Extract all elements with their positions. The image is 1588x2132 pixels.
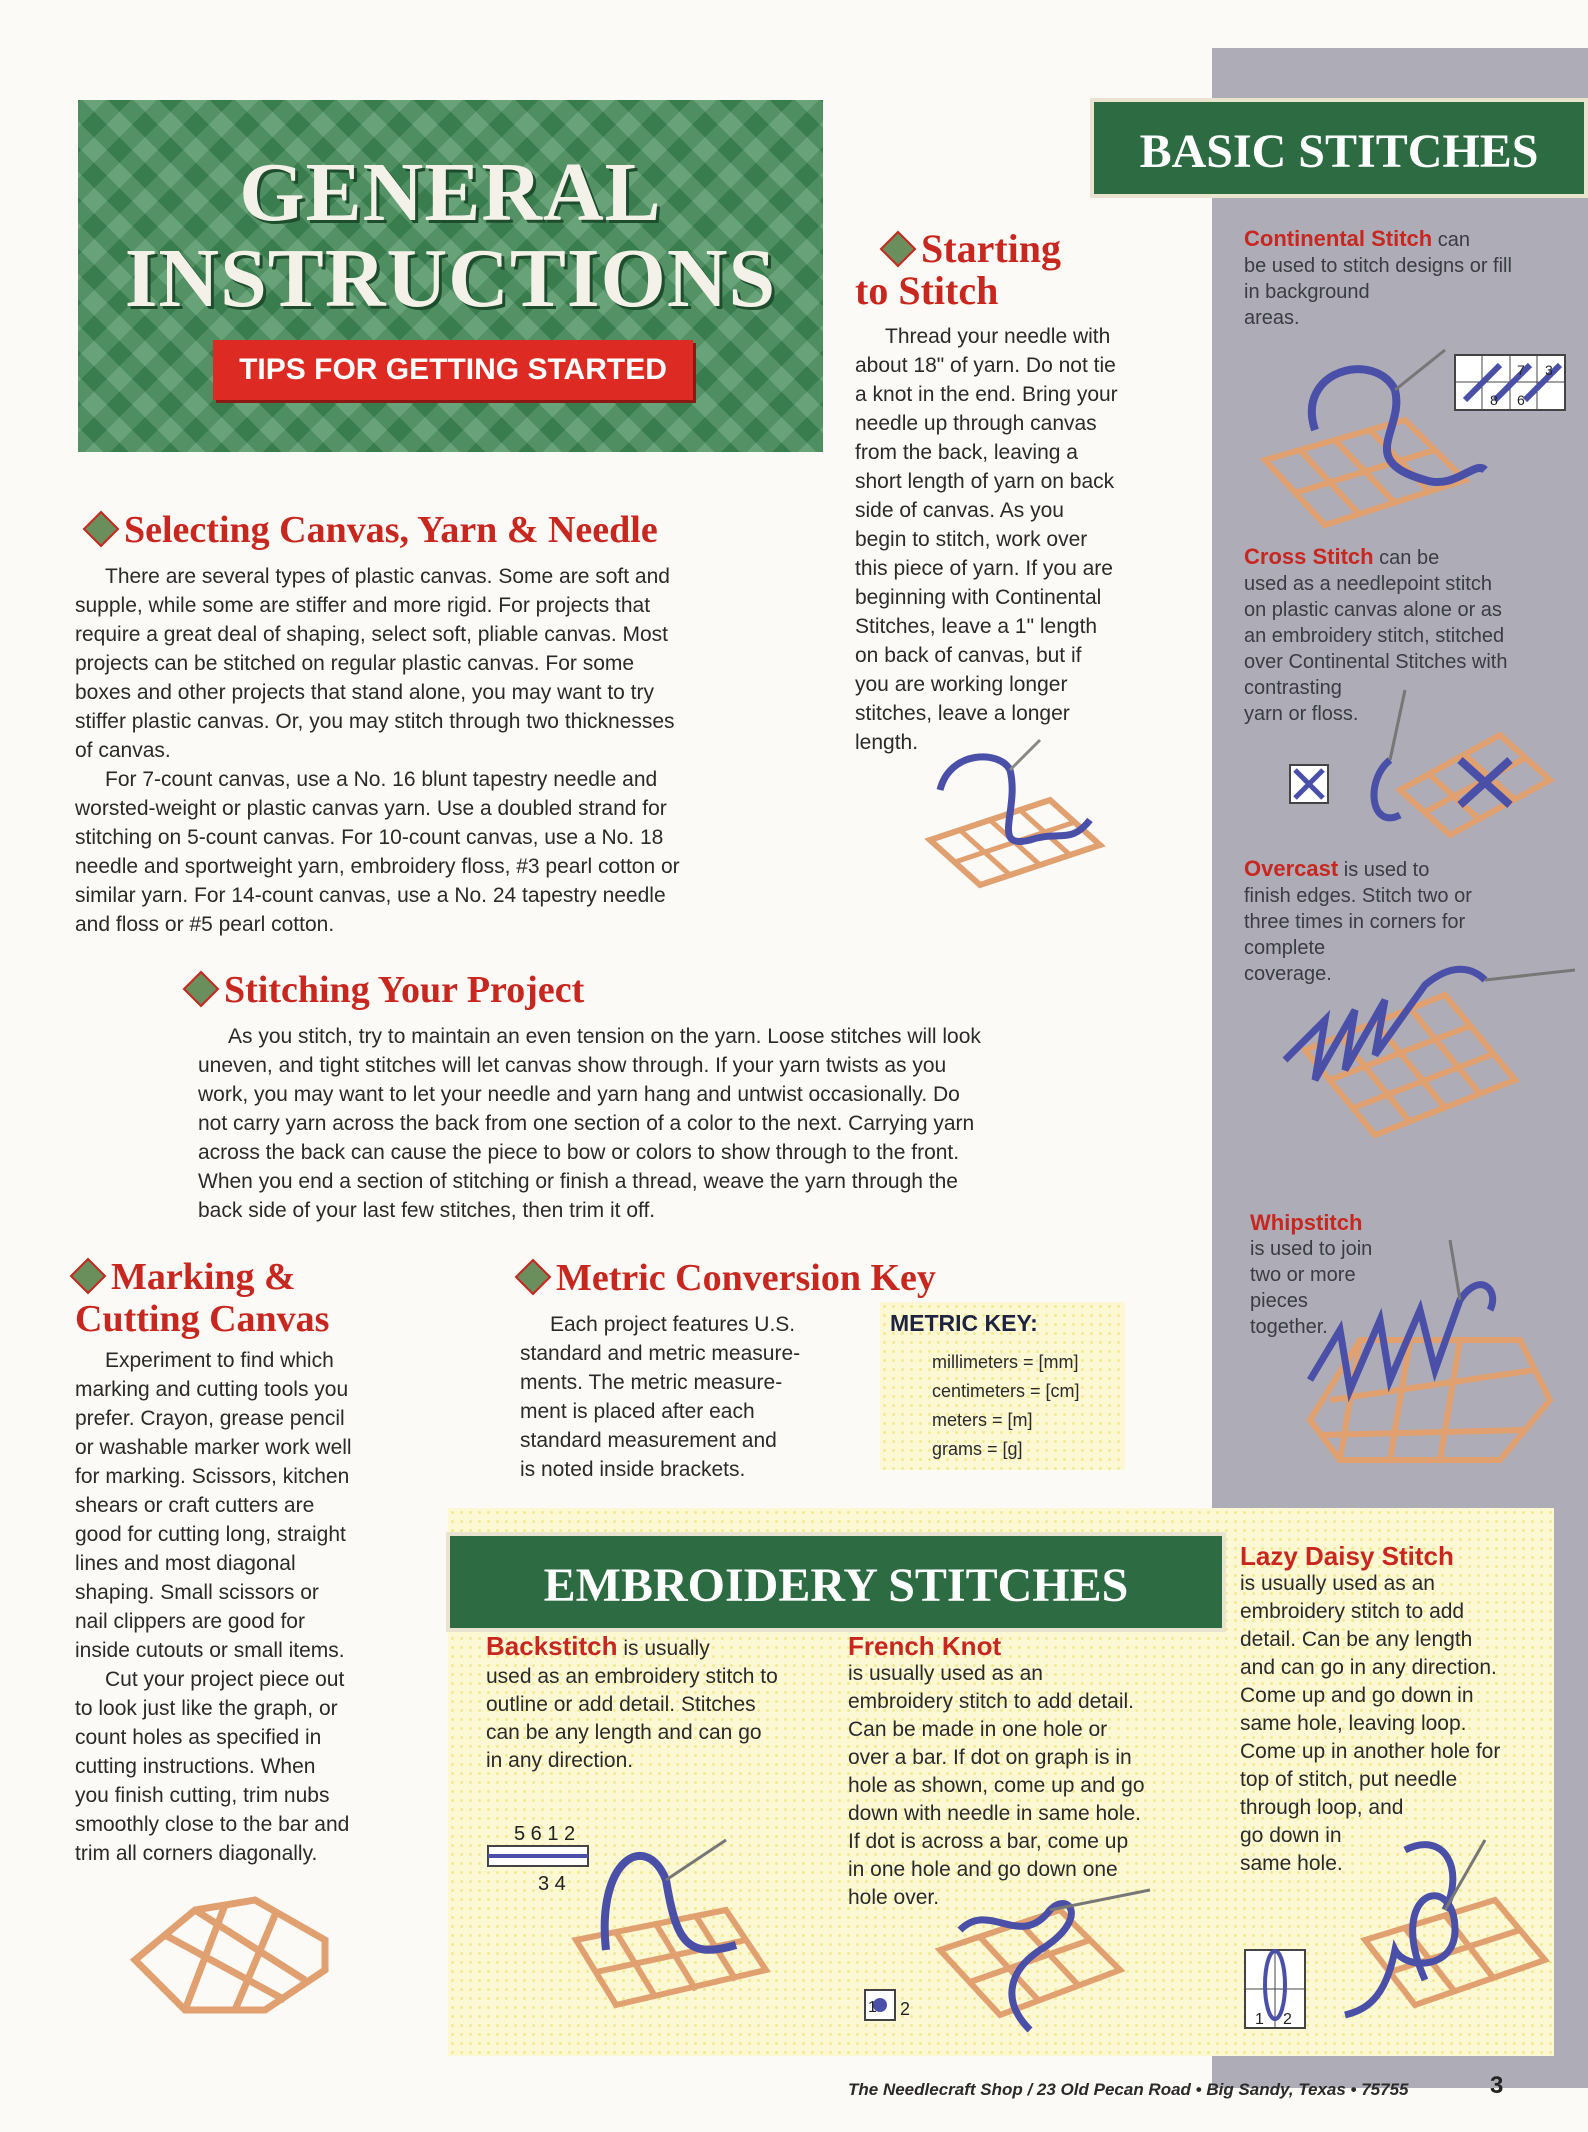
text-line: cutting instructions. When <box>75 1755 316 1778</box>
text-line: trim all corners diagonally. <box>75 1842 318 1865</box>
marking-title-1: Marking & <box>111 1256 296 1298</box>
text-line: As you stitch, try to maintain an even tension on the yarn. Loose stitches will look <box>228 1025 981 1048</box>
basic-stitches-banner: BASIC STITCHES <box>1090 98 1588 198</box>
graph-number: 2 <box>900 1999 911 2019</box>
stitch-graph-icon <box>488 1823 588 1895</box>
text-line: can <box>1437 229 1471 251</box>
text-line: shears or craft cutters are <box>75 1494 315 1517</box>
text-line: Come up and go down in <box>1240 1684 1474 1707</box>
continental-stitch-block <box>1244 226 1574 331</box>
text-line: a knot in the end. Bring your <box>855 383 1118 406</box>
text-line: this piece of yarn. If you are <box>855 557 1113 580</box>
text-line: Experiment to find which <box>105 1349 334 1372</box>
text-line: ment is placed after each <box>520 1400 755 1423</box>
text-line: is used to join <box>1250 1238 1373 1260</box>
text-line: There are several types of plastic canvas. Some are soft and <box>105 565 670 588</box>
text-line: through loop, and <box>1240 1796 1404 1819</box>
french-knot-title: French Knot <box>848 1631 1002 1661</box>
text-line: over a bar. If dot on graph is in <box>848 1746 1132 1769</box>
footer-address: The Needlecraft Shop / 23 Old Pecan Road • Big Sandy, Texas • 75755 <box>848 2080 1409 2099</box>
backstitch-illustration <box>486 1820 786 2020</box>
graph-number: 3 <box>1545 362 1553 378</box>
graph-number: 7 <box>1517 362 1525 378</box>
yarn-icon <box>605 1856 736 1950</box>
text-line: lines and most diagonal <box>75 1552 296 1575</box>
cross-stitch-block <box>1244 544 1574 727</box>
metric-key-title: METRIC KEY: <box>890 1310 1038 1336</box>
canvas-grid-icon <box>135 1900 325 2010</box>
diamond-bullet-icon <box>83 511 120 548</box>
text-line: used as an embroidery stitch to <box>486 1665 778 1688</box>
text-line: length. <box>855 731 919 754</box>
text-line: same hole. <box>1240 1852 1343 1875</box>
text-line: begin to stitch, work over <box>855 528 1088 551</box>
text-line: not carry yarn across the back from one section of a color to the next. Carrying yarn <box>198 1112 975 1135</box>
text-line: and floss or #5 pearl cotton. <box>75 913 335 936</box>
text-line: Come up in another hole for <box>1240 1740 1501 1763</box>
lazy-daisy-title: Lazy Daisy Stitch <box>1240 1541 1454 1571</box>
text-line: embroidery stitch to add detail. <box>848 1690 1134 1713</box>
text-line: is usually <box>623 1637 710 1660</box>
text-line: count holes as specified in <box>75 1726 322 1749</box>
text-line: short length of yarn on back <box>855 470 1115 493</box>
text-line: uneven, and tight stitches will let canvas show through. If your yarn twists as you <box>198 1054 947 1077</box>
text-line: down with needle in same hole. <box>848 1802 1142 1825</box>
cross-stitch-title: Cross Stitch <box>1244 544 1374 569</box>
graph-number: 1 <box>1255 2011 1264 2028</box>
text-line: two or more <box>1250 1264 1356 1286</box>
text-line: in background <box>1244 281 1370 303</box>
metric-heading <box>520 1256 936 1300</box>
text-line: inside cutouts or small items. <box>75 1639 345 1662</box>
text-line: stitches, leave a longer <box>855 702 1070 725</box>
french-knot-illustration <box>860 1890 1200 2050</box>
metric-title: Metric Conversion Key <box>556 1257 936 1299</box>
backstitch-graph-bottom: 3 4 <box>538 1873 566 1895</box>
text-line: complete <box>1244 937 1326 959</box>
backstitch-title: Backstitch <box>486 1631 618 1661</box>
text-line: an embroidery stitch, stitched <box>1244 625 1505 647</box>
text-line: require a great deal of shaping, select soft, pliable canvas. Most <box>75 623 669 646</box>
metric-key-item: centimeters = [cm] <box>932 1381 1080 1401</box>
text-line: standard and metric measure- <box>520 1342 801 1365</box>
graph-number: 1 <box>868 1999 877 2016</box>
lazy-daisy-illustration <box>1245 1830 1565 2040</box>
text-line: needle and sportweight yarn, embroidery floss, #3 pearl cotton or <box>75 855 680 878</box>
text-line: about 18" of yarn. Do not tie <box>855 354 1116 377</box>
text-line: stiffer plastic canvas. Or, you may stitch through two thicknesses <box>75 710 675 733</box>
whipstitch-illustration <box>1300 1270 1560 1470</box>
diamond-bullet-icon <box>515 1259 552 1296</box>
whipstitch-title: Whipstitch <box>1250 1210 1363 1235</box>
text-line: detail. Can be any length <box>1240 1628 1473 1651</box>
cut-canvas-illustration <box>125 1880 355 2020</box>
text-line: contrasting <box>1244 677 1342 699</box>
needle-icon <box>1485 970 1575 980</box>
graph-number: 8 <box>1490 392 1498 408</box>
text-line: is noted inside brackets. <box>520 1458 746 1481</box>
stitch-graph-icon <box>1455 355 1565 410</box>
text-line: embroidery stitch to add <box>1240 1600 1465 1623</box>
overcast-title: Overcast <box>1244 856 1339 881</box>
text-line: you are working longer <box>855 673 1068 696</box>
text-line: supple, while some are stiffer and more rigid. For projects that <box>75 594 651 617</box>
starting-title-1: Starting <box>921 226 1061 271</box>
starting-text <box>855 322 1185 757</box>
text-line: good for cutting long, straight <box>75 1523 346 1546</box>
text-line: can be <box>1379 547 1440 569</box>
text-line: If dot is across a bar, come up <box>848 1830 1129 1853</box>
text-line: standard measurement and <box>520 1429 777 1452</box>
needle-icon <box>666 1840 726 1880</box>
text-line: finish edges. Stitch two or <box>1244 885 1472 907</box>
text-line: from the back, leaving a <box>855 441 1078 464</box>
text-line: is usually used as an <box>1240 1572 1435 1595</box>
graph-number: 2 <box>1283 2011 1292 2028</box>
marking-heading <box>75 1256 329 1340</box>
metric-key-box <box>880 1302 1125 1470</box>
continental-stitch-title: Continental Stitch <box>1244 226 1433 251</box>
diamond-bullet-icon <box>880 230 917 267</box>
lazy-daisy-block <box>1240 1542 1570 1878</box>
text-line: shaping. Small scissors or <box>75 1581 319 1604</box>
text-line: Thread your needle with <box>885 325 1111 348</box>
stitch-graph-icon <box>865 1990 910 2020</box>
text-line: Stitches, leave a 1" length <box>855 615 1098 638</box>
marking-title-2: Cutting Canvas <box>75 1298 330 1340</box>
text-line: in any direction. <box>486 1749 634 1772</box>
backstitch-block <box>486 1632 826 1775</box>
text-line: smoothly close to the bar and <box>75 1813 350 1836</box>
text-line: and can go in any direction. <box>1240 1656 1497 1679</box>
starting-title-2: to Stitch <box>855 268 999 313</box>
selecting-text <box>75 562 835 939</box>
metric-text <box>520 1310 870 1484</box>
text-line: ments. The metric measure- <box>520 1371 783 1394</box>
backstitch-graph-top: 5 6 1 2 <box>514 1823 576 1845</box>
stitching-heading <box>188 968 584 1012</box>
page-number: 3 <box>1490 2072 1504 2099</box>
text-line: in one hole and go down one <box>848 1858 1118 1881</box>
metric-key-item: millimeters = [mm] <box>932 1352 1079 1372</box>
text-line: over Continental Stitches with <box>1244 651 1508 673</box>
text-line: coverage. <box>1244 963 1332 985</box>
text-line: similar yarn. For 14-count canvas, use a No. 24 tapestry needle <box>75 884 666 907</box>
text-line: go down in <box>1240 1824 1342 1847</box>
text-line: worsted-weight or plastic canvas yarn. Use a doubled strand for <box>75 797 667 820</box>
text-line: areas. <box>1244 307 1300 329</box>
text-line: nail clippers are good for <box>75 1610 305 1633</box>
text-line: for marking. Scissors, kitchen <box>75 1465 350 1488</box>
text-line: on back of canvas, but if <box>855 644 1082 667</box>
text-line: on plastic canvas alone or as <box>1244 599 1502 621</box>
starting-illustration <box>920 750 1120 890</box>
text-line: you finish cutting, trim nubs <box>75 1784 330 1807</box>
continental-illustration <box>1255 350 1575 530</box>
cross-stitch-illustration <box>1280 720 1560 840</box>
text-line: marking and cutting tools you <box>75 1378 349 1401</box>
text-line: outline or add detail. Stitches <box>486 1693 756 1716</box>
general-instructions-banner <box>78 100 823 452</box>
text-line: to look just like the graph, or <box>75 1697 338 1720</box>
needle-icon <box>1050 1890 1150 1910</box>
text-line: work, you may want to let your needle and yarn hang and untwist occasionally. Do <box>198 1083 960 1106</box>
metric-key-item: grams = [g] <box>932 1439 1023 1459</box>
stitch-graph-icon <box>1245 1950 1305 2028</box>
diamond-bullet-icon <box>183 971 220 1008</box>
text-line: When you end a section of stitching or finish a thread, weave the yarn through the <box>198 1170 958 1193</box>
text-line: can be any length and can go <box>486 1721 762 1744</box>
text-line: side of canvas. As you <box>855 499 1064 522</box>
title-line-1: GENERAL <box>239 146 662 239</box>
text-line: Each project features U.S. <box>550 1313 796 1336</box>
text-line: Can be made in one hole or <box>848 1718 1108 1741</box>
text-line: together. <box>1250 1316 1328 1338</box>
overcast-illustration <box>1285 960 1575 1140</box>
diamond-bullet-icon <box>70 1258 107 1295</box>
text-line: of canvas. <box>75 739 171 762</box>
text-line: same hole, leaving loop. <box>1240 1712 1467 1735</box>
text-line: prefer. Crayon, grease pencil <box>75 1407 345 1430</box>
text-line: boxes and other projects that stand alone, you may want to try <box>75 681 654 704</box>
stitching-title: Stitching Your Project <box>224 969 585 1011</box>
graph-number: 6 <box>1517 392 1525 408</box>
text-line: hole over. <box>848 1886 940 1909</box>
stitching-text <box>198 1022 1198 1225</box>
text-line: stitching on 5-count canvas. For 10-count canvas, use a No. 18 <box>75 826 664 849</box>
text-line: used as a needlepoint stitch <box>1244 573 1492 595</box>
text-line: is used to <box>1343 859 1430 881</box>
text-line: be used to stitch designs or fill <box>1244 255 1512 277</box>
selecting-title: Selecting Canvas, Yarn & Needle <box>124 509 658 551</box>
page-title <box>78 146 823 325</box>
text-line: beginning with Continental <box>855 586 1102 609</box>
text-line: back side of your last few stitches, then trim it off. <box>198 1199 656 1222</box>
text-line: three times in corners for <box>1244 911 1466 933</box>
text-line: top of stitch, put needle <box>1240 1768 1458 1791</box>
title-line-2: INSTRUCTIONS <box>124 232 777 325</box>
starting-heading <box>855 228 1061 312</box>
text-line: Cut your project piece out <box>105 1668 345 1691</box>
selecting-heading <box>88 508 658 552</box>
text-line: pieces <box>1250 1290 1308 1312</box>
text-line: yarn or floss. <box>1244 703 1359 725</box>
text-line: projects can be stitched on regular plastic canvas. For some <box>75 652 635 675</box>
tips-badge: TIPS FOR GETTING STARTED <box>213 340 693 400</box>
french-knot-block <box>848 1632 1208 1912</box>
text-line: across the back can cause the piece to bow or colors to show through to the front. <box>198 1141 960 1164</box>
embroidery-stitches-banner: EMBROIDERY STITCHES <box>446 1532 1226 1632</box>
marking-text <box>75 1346 435 1868</box>
needle-icon <box>1395 350 1445 390</box>
text-line: or washable marker work well <box>75 1436 352 1459</box>
text-line: is usually used as an <box>848 1662 1043 1685</box>
text-line: hole as shown, come up and go <box>848 1774 1145 1797</box>
metric-key-item: meters = [m] <box>932 1410 1033 1430</box>
text-line: For 7-count canvas, use a No. 16 blunt tapestry needle and <box>105 768 658 791</box>
text-line: needle up through canvas <box>855 412 1097 435</box>
